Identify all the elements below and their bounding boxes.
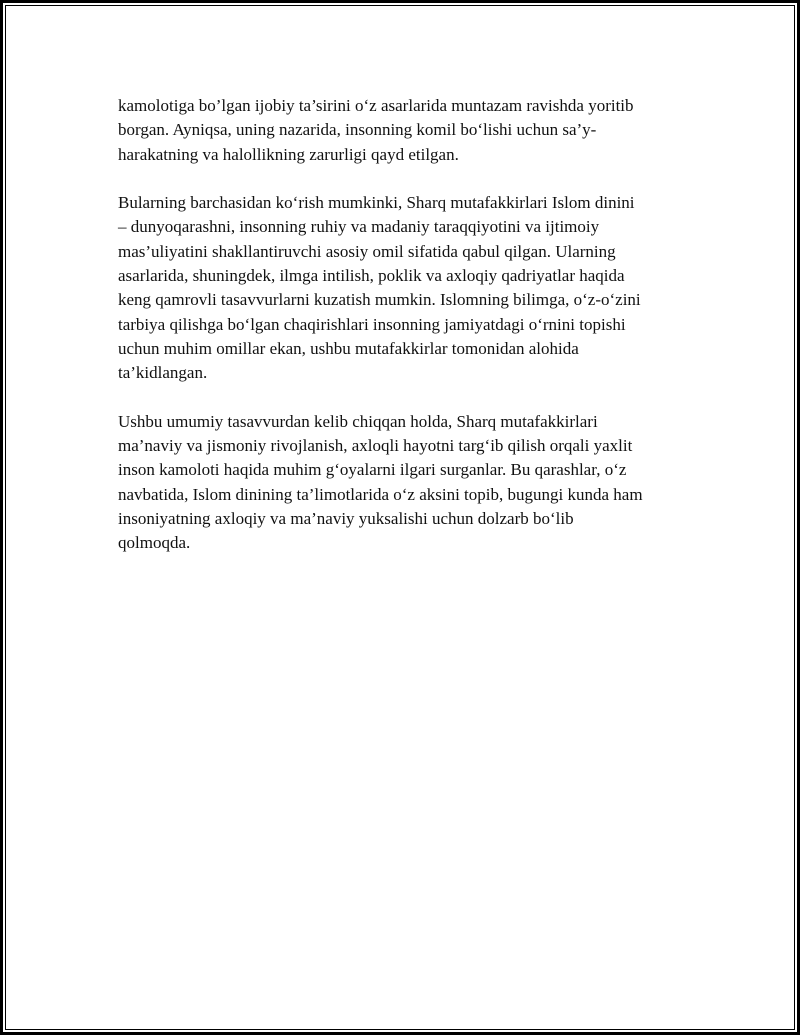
text-line: – dunyoqarashni, insonning ruhiy va madaniy taraqqiyotini va ijtimoiy bbox=[118, 217, 600, 237]
document-body bbox=[118, 94, 688, 556]
text-line: Bularning barchasidan ko‘rish mumkinki, Sharq mutafakkirlari Islom dinini bbox=[118, 193, 635, 213]
paragraph-gap bbox=[118, 167, 688, 191]
text-line: uchun muhim omillar ekan, ushbu mutafakkirlar tomonidan alohida bbox=[118, 338, 579, 358]
text-line: asarlarida, shuningdek, ilmga intilish, poklik va axloqiy qadriyatlar haqida bbox=[118, 266, 625, 286]
paragraph-3 bbox=[118, 410, 688, 556]
text-line: borgan. Ayniqsa, uning nazarida, insonning komil bo‘lishi uchun sa’y- bbox=[118, 120, 597, 140]
text-line: insoniyatning axloqiy va ma’naviy yuksalishi uchun dolzarb bo‘lib bbox=[118, 509, 574, 529]
text-line: ma’naviy va jismoniy rivojlanish, axloqli hayotni targ‘ib qilish orqali yaxlit bbox=[118, 436, 633, 456]
text-line: ta’kidlangan. bbox=[118, 363, 208, 383]
paragraph-1 bbox=[118, 94, 688, 167]
text-line: harakatning va halollikning zarurligi qayd etilgan. bbox=[118, 144, 459, 164]
text-line: keng qamrovli tasavvurlarni kuzatish mumkin. Islomning bilimga, o‘z-o‘zini bbox=[118, 290, 641, 310]
text-line: mas’uliyatini shakllantiruvchi asosiy omil sifatida qabul qilgan. Ularning bbox=[118, 241, 616, 261]
text-line: qolmoqda. bbox=[118, 533, 191, 553]
text-line: tarbiya qilishga bo‘lgan chaqirishlari insonning jamiyatdagi o‘rnini topishi bbox=[118, 314, 626, 334]
text-line: Ushbu umumiy tasavvurdan kelib chiqqan holda, Sharq mutafakkirlari bbox=[118, 411, 598, 431]
text-line: inson kamoloti haqida muhim g‘oyalarni ilgari surganlar. Bu qarashlar, o‘z bbox=[118, 460, 627, 480]
text-line: kamolotiga bo’lgan ijobiy ta’sirini o‘z asarlarida muntazam ravishda yoritib bbox=[118, 96, 634, 115]
paragraph-gap bbox=[118, 386, 688, 410]
text-line: navbatida, Islom dinining ta’limotlarida o‘z aksini topib, bugungi kunda ham bbox=[118, 484, 643, 504]
paragraph-2 bbox=[118, 191, 688, 385]
